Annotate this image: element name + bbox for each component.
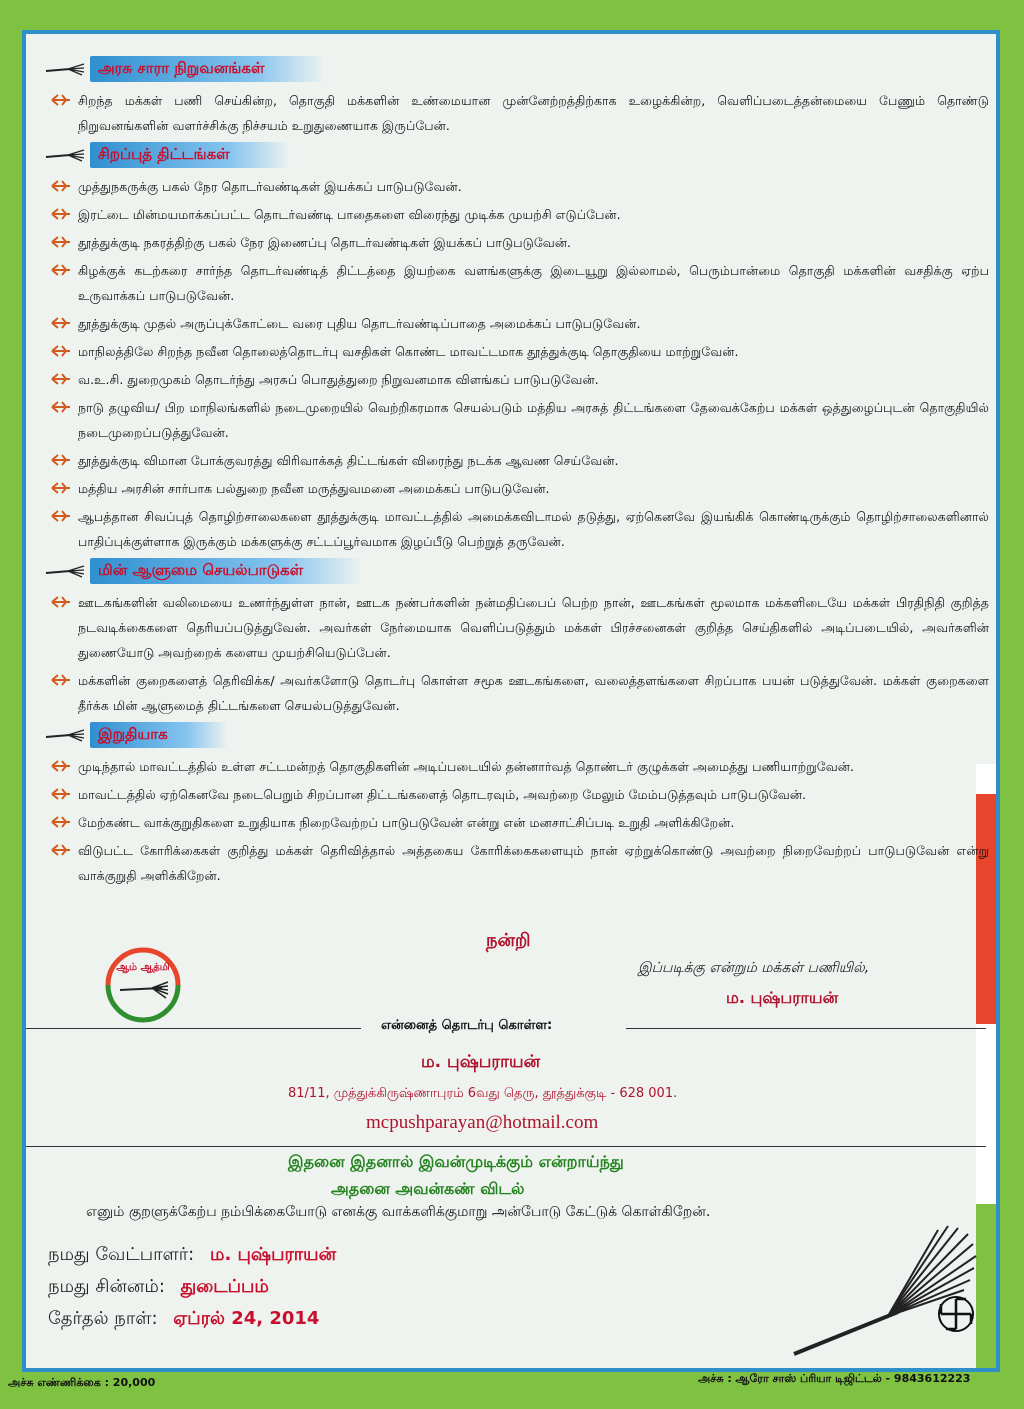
broom-mini-icon bbox=[44, 728, 86, 742]
bullet-arrow-icon bbox=[50, 453, 72, 467]
list-item bbox=[44, 838, 989, 888]
bullet-arrow-icon bbox=[50, 235, 72, 249]
flag-stripe-bottom bbox=[976, 1024, 996, 1372]
broom-mini-icon bbox=[44, 148, 86, 162]
section-title: மின் ஆளுமை செயல்பாடுகள் bbox=[90, 558, 363, 584]
list-item bbox=[44, 311, 989, 336]
list-item-text: மாநிலத்திலே சிறந்த நவீன தொலைத்தொடர்பு வசதிகள் கொண்ட மாவட்டமாக தூத்துக்குடி தொகுதியை மாற்றுவேன். bbox=[78, 344, 739, 359]
list-item-text: இரட்டை மின்மயமாக்கப்பட்ட தொடர்வண்டி பாதைகளை விரைந்து முடிக்க முயற்சி எடுப்பேன். bbox=[78, 207, 621, 222]
thanks-text: நன்றி bbox=[486, 930, 531, 951]
section-heading bbox=[44, 722, 989, 748]
list-item bbox=[44, 448, 989, 473]
svg-text:ஆம் ஆத்மி: ஆம் ஆத்மி bbox=[116, 962, 170, 973]
print-copies: அச்சு எண்ணிக்கை : 20,000 bbox=[8, 1376, 156, 1389]
contact-email: mcpushparayan@hotmail.com bbox=[366, 1112, 599, 1133]
list-item-text: வ.உ.சி. துறைமுகம் தொடர்ந்து அரசுப் பொதுத்துறை நிறுவனமாக விளங்கப் பாடுபடுவேன். bbox=[78, 372, 599, 387]
broom-mini-icon bbox=[44, 62, 86, 76]
list-item-text: தூத்துக்குடி முதல் அருப்புக்கோட்டை வரை புதிய தொடர்வண்டிப்பாதை அமைக்கப் பாடுபடுவேன். bbox=[78, 316, 641, 331]
list-item bbox=[44, 782, 989, 807]
contact-row bbox=[26, 1018, 986, 1038]
bullet-arrow-icon bbox=[50, 344, 72, 358]
bullet-arrow-icon bbox=[50, 93, 72, 107]
kural-line-2: அதனை அவன்கண் விடல் bbox=[331, 1179, 525, 1198]
section-list bbox=[44, 754, 989, 888]
list-item bbox=[44, 174, 989, 199]
list-item-text: ஊடகங்களின் வலிமையை உணர்ந்துள்ள நான், ஊடக நண்பர்களின் நன்மதிப்பைப் பெற்ற நான், ஊடகங்கள் மூலமாக மக்களிடையே மக்கள் பிரதிநிதி குறித்த நடவடிக்கைகளை தெரியப்படுத்துவேன். அவர்கள் நேர்மையாக வெளிப்படுத்தும் மக்கள் பிரச்சனைகள் குறித்த செய்திகளில் அடிப்படையில், அவர்களின் துணையோடு அவற்றைக் களைய முயற்சியெடுப்பேன். bbox=[78, 595, 989, 660]
candidate-label: நமது வேட்பாளர்: bbox=[48, 1244, 195, 1265]
section-heading bbox=[44, 558, 989, 584]
pamphlet-page bbox=[22, 30, 1000, 1372]
list-item-text: கிழக்குக் கடற்கரை சார்ந்த தொடர்வண்டித் திட்டத்தை இயற்கை வளங்களுக்கு இடையூறு இல்லாமல், பெரும்பான்மை தொகுதி மக்களின் வசதிக்கு ஏற்ப உருவாக்கப் பாடுபடுவேன். bbox=[78, 263, 989, 303]
section-list bbox=[44, 88, 989, 138]
bullet-arrow-icon bbox=[50, 207, 72, 221]
list-item bbox=[44, 230, 989, 255]
section-title: சிறப்புத் திட்டங்கள் bbox=[90, 142, 290, 168]
section-title: அரசு சாரா நிறுவனங்கள் bbox=[90, 56, 325, 82]
list-item-text: தூத்துக்குடி நகரத்திற்கு பகல் நேர இணைப்பு தொடர்வண்டிகள் இயக்கப் பாடுபடுவேன். bbox=[78, 235, 572, 250]
contact-address: 81/11, முத்துக்கிருஷ்ணாபுரம் 6வது தெரு, தூத்துக்குடி - 628 001. bbox=[288, 1086, 678, 1101]
symbol-row bbox=[48, 1276, 269, 1299]
date-row bbox=[48, 1308, 319, 1331]
list-item bbox=[44, 668, 989, 718]
manifesto-content bbox=[44, 52, 989, 891]
bullet-arrow-icon bbox=[50, 595, 72, 609]
bullet-arrow-icon bbox=[50, 509, 72, 523]
list-item-text: தூத்துக்குடி விமான போக்குவரத்து விரிவாக்கத் திட்டங்கள் விரைந்து நடக்க ஆவண செய்வேன். bbox=[78, 453, 619, 468]
signature-name: ம. புஷ்பராயன் bbox=[726, 988, 839, 1007]
date-value: ஏப்ரல் 24, 2014 bbox=[173, 1308, 320, 1329]
list-item bbox=[44, 339, 989, 364]
signature-line: இப்படிக்கு என்றும் மக்கள் பணியில், bbox=[638, 960, 870, 976]
broom-mini-icon bbox=[44, 564, 86, 578]
section-heading bbox=[44, 142, 989, 168]
list-item bbox=[44, 754, 989, 779]
list-item-text: சிறந்த மக்கள் பணி செய்கின்ற, தொகுதி மக்களின் உண்மையான முன்னேற்றத்திற்காக உழைக்கின்ற, வெளிப்படைத்தன்மையை பேணும் தொண்டு நிறுவனங்களின் வளர்ச்சிக்கு நிச்சயம் உறுதுணையாக இருப்பேன். bbox=[78, 93, 989, 133]
divider bbox=[26, 1146, 986, 1147]
section-list bbox=[44, 174, 989, 554]
contact-label: என்னைத் தொடர்பு கொள்ள: bbox=[381, 1018, 553, 1033]
bullet-arrow-icon bbox=[50, 263, 72, 277]
list-item-text: மேற்கண்ட வாக்குறுதிகளை உறுதியாக நிறைவேற்றப் பாடுபடுவேன் என்று என் மனசாட்சிப்படி உறுதி அளிக்கிறேன். bbox=[78, 815, 735, 830]
section-heading bbox=[44, 56, 989, 82]
contact-name: ம. புஷ்பராயன் bbox=[421, 1052, 541, 1072]
list-item bbox=[44, 367, 989, 392]
candidate-row bbox=[48, 1244, 336, 1267]
list-item bbox=[44, 202, 989, 227]
list-item-text: முத்துநகருக்கு பகல் நேர தொடர்வண்டிகள் இயக்கப் பாடுபடுவேன். bbox=[78, 179, 462, 194]
bullet-arrow-icon bbox=[50, 372, 72, 386]
list-item bbox=[44, 88, 989, 138]
bullet-arrow-icon bbox=[50, 815, 72, 829]
list-item-text: ஆபத்தான சிவப்புத் தொழிற்சாலைகளை தூத்துக்குடி மாவட்டத்தில் அமைக்கவிடாமல் தடுத்து, ஏற்கெனவே இயங்கிக் கொண்டிருக்கும் தொழிற்சாலைகளினால் பாதிப்புக்குள்ளாக இருக்கும் மக்களுக்கு சட்டப்பூர்வமாக இழப்பீடு பெற்றுத் தருவேன். bbox=[78, 509, 989, 549]
list-item bbox=[44, 810, 989, 835]
list-item bbox=[44, 504, 989, 554]
kural-line-1: இதனை இதனால் இவன்முடிக்கும் என்றாய்ந்து bbox=[288, 1152, 624, 1171]
list-item bbox=[44, 258, 989, 308]
bullet-arrow-icon bbox=[50, 759, 72, 773]
election-symbol-icon bbox=[936, 1294, 976, 1334]
symbol-label: நமது சின்னம்: bbox=[48, 1276, 165, 1297]
list-item-text: மத்திய அரசின் சார்பாக பல்துறை நவீன மருத்துவமனை அமைக்கப் பாடுபடுவேன். bbox=[78, 481, 550, 496]
bullet-arrow-icon bbox=[50, 787, 72, 801]
list-item-text: நாடு தழுவிய/ பிற மாநிலங்களில் நடைமுறையில் வெற்றிகரமாக செயல்படும் மத்திய அரசுத் திட்டங்களை தேவைக்கேற்ப மக்கள் ஒத்துழைப்புடன் தொகுதியில் நடைமுறைப்படுத்துவேன். bbox=[78, 400, 989, 440]
bullet-arrow-icon bbox=[50, 481, 72, 495]
list-item-text: மக்களின் குறைகளைத் தெரிவிக்க/ அவர்களோடு தொடர்பு கொள்ள சமூக ஊடகங்களை, வலைத்தளங்களை சிறப்பாக பயன் படுத்துவேன். மக்கள் குறைகளை தீர்க்க மின் ஆளுமைத் திட்டங்களை செயல்படுத்துவேன். bbox=[78, 673, 989, 713]
bullet-arrow-icon bbox=[50, 179, 72, 193]
bullet-arrow-icon bbox=[50, 673, 72, 687]
aam-aadmi-logo bbox=[102, 944, 184, 1026]
list-item bbox=[44, 476, 989, 501]
symbol-value: துடைப்பம் bbox=[180, 1276, 269, 1297]
bullet-arrow-icon bbox=[50, 400, 72, 414]
section-title: இறுதியாக bbox=[90, 722, 228, 748]
date-label: தேர்தல் நாள்: bbox=[48, 1308, 158, 1329]
list-item bbox=[44, 395, 989, 445]
section-list bbox=[44, 590, 989, 718]
bullet-arrow-icon bbox=[50, 316, 72, 330]
list-item-text: முடிந்தால் மாவட்டத்தில் உள்ள சட்டமன்றத் தொகுதிகளின் அடிப்படையில் தன்னார்வத் தொண்டர் குழுக்கள் அமைத்து பணியாற்றுவேன். bbox=[78, 759, 854, 774]
list-item-text: விடுபட்ட கோரிக்கைகள் குறித்து மக்கள் தெரிவித்தால் அத்தகைய கோரிக்கைகளையும் நான் ஏற்றுக்கொண்டு அவற்றை நிறைவேற்றப் பாடுபடுவேன் என்று வாக்குறுதி அளிக்கிறேன். bbox=[78, 843, 989, 883]
list-item bbox=[44, 590, 989, 665]
printer-info: அச்சு : ஆரோ சாஸ் ப்ரியா டிஜிட்டல் - 9843612223 bbox=[698, 1372, 971, 1385]
candidate-value: ம. புஷ்பராயன் bbox=[209, 1244, 337, 1265]
list-item-text: மாவட்டத்தில் ஏற்கெனவே நடைபெறும் சிறப்பான திட்டங்களைத் தொடரவும், அவற்றை மேலும் மேம்படுத்தவும் பாடுபடுவேன். bbox=[78, 787, 807, 802]
kural-request: எனும் குறளுக்கேற்ப நம்பிக்கையோடு எனக்கு வாக்களிக்குமாறு அன்போடு கேட்டுக் கொள்கிறேன். bbox=[86, 1204, 711, 1220]
bullet-arrow-icon bbox=[50, 843, 72, 857]
